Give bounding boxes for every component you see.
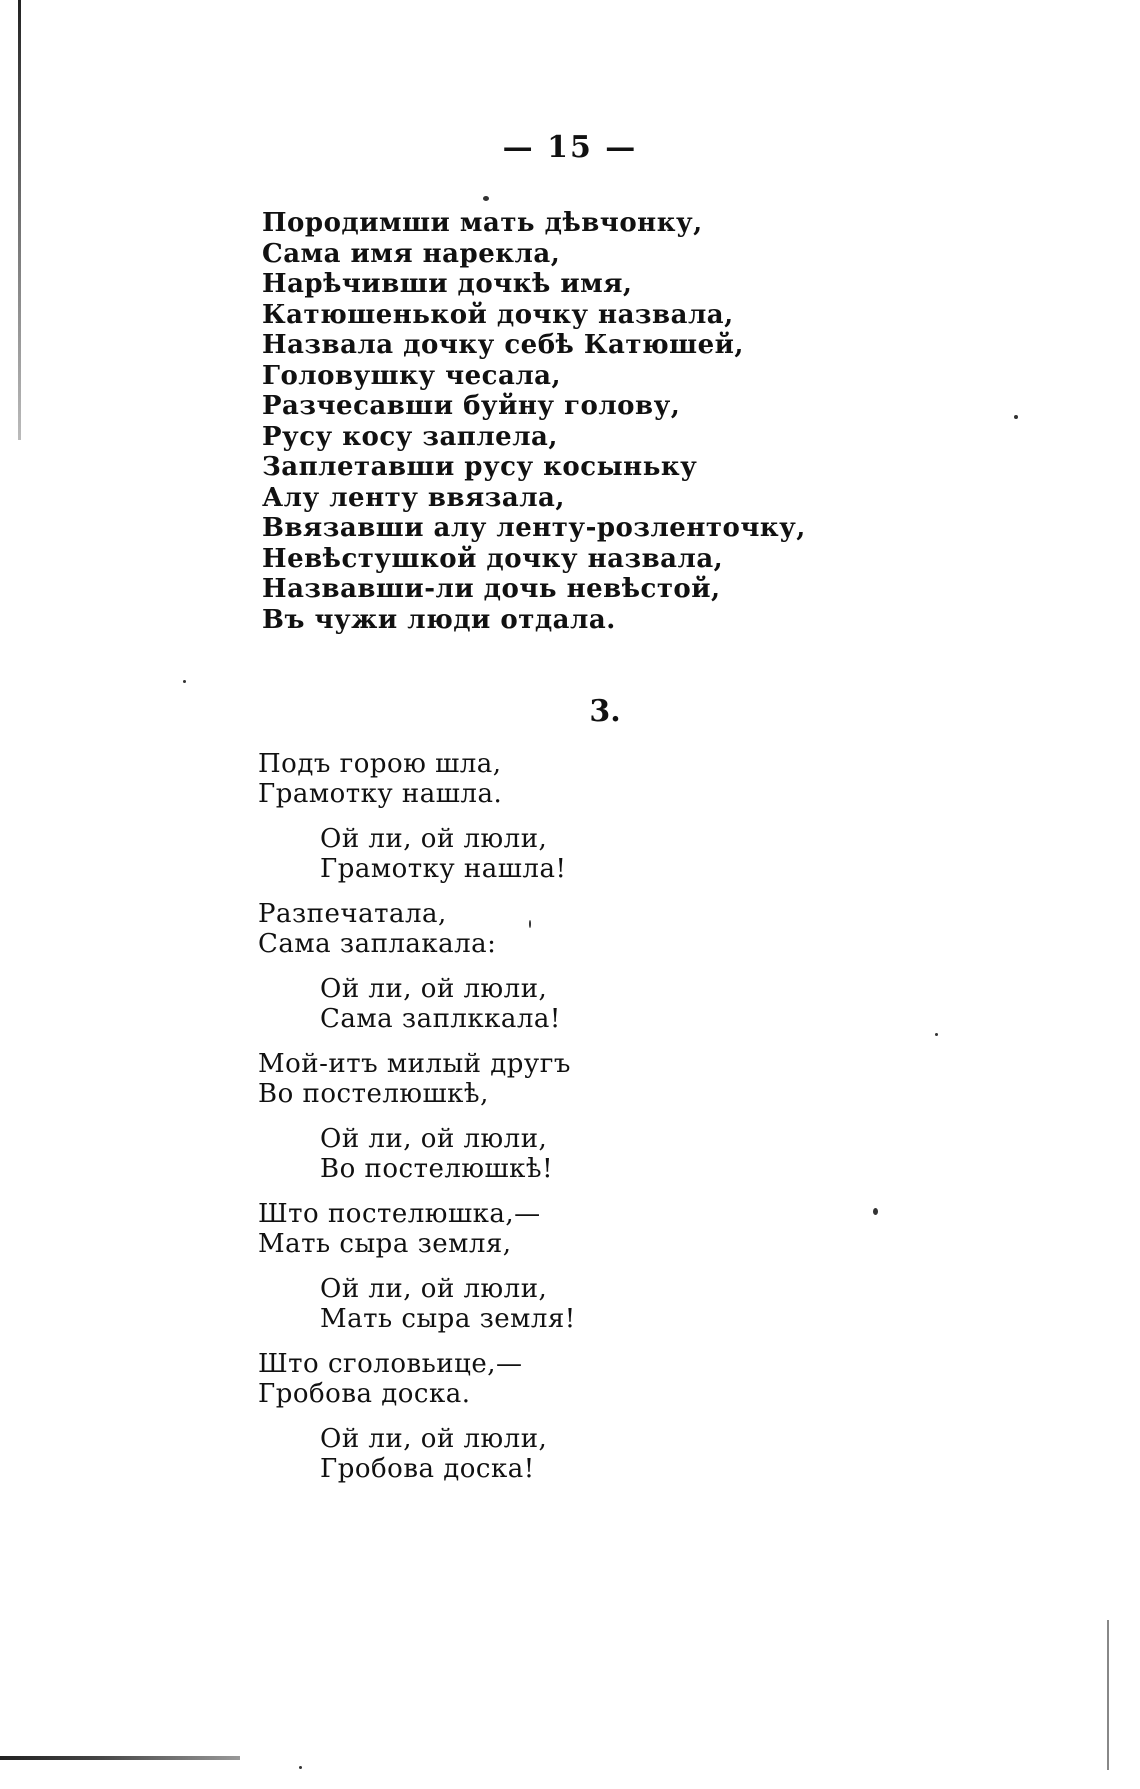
scan-speck bbox=[935, 1033, 938, 1036]
refrain-line: Ой ли, ой люли, bbox=[320, 1424, 548, 1454]
poem-line: Катюшенькой дочку назвала, bbox=[262, 299, 734, 330]
scan-edge-right bbox=[1107, 1620, 1109, 1770]
section-number: 3. bbox=[589, 694, 621, 729]
poem-line: Головушку чесала, bbox=[262, 360, 562, 391]
song-verse bbox=[258, 1200, 576, 1259]
stanza-1 bbox=[262, 208, 806, 635]
song-refrain bbox=[320, 1125, 576, 1184]
refrain-line: Грамотку нашла! bbox=[320, 853, 567, 884]
refrain-line: Ой ли, ой люли, bbox=[320, 824, 548, 854]
song-refrain bbox=[320, 1425, 576, 1484]
scan-edge-bottom bbox=[0, 1756, 240, 1760]
refrain-line: Во постелюшкѣ! bbox=[320, 1153, 554, 1184]
poem-line: Заплетавши русу косыньку bbox=[262, 452, 698, 482]
song-3 bbox=[258, 750, 576, 1500]
poem-line: Назвавши-ли дочь невѣстой, bbox=[262, 574, 721, 604]
song-refrain bbox=[320, 825, 576, 884]
scan-speck bbox=[299, 1766, 302, 1769]
verse-line: Грамотку нашла. bbox=[258, 778, 503, 809]
verse-line: Гробова доска. bbox=[258, 1378, 471, 1409]
page-number: — 15 — bbox=[502, 130, 638, 165]
scan-speck bbox=[873, 1208, 878, 1215]
verse-line: Во постелюшкѣ, bbox=[258, 1078, 489, 1109]
poem-line: Разчесавши буйну голову, bbox=[262, 391, 681, 421]
refrain-line: Сама заплккала! bbox=[320, 1003, 561, 1034]
poem-line: Ввязавши алу ленту-розленточку, bbox=[262, 513, 806, 543]
poem-line: Алу ленту ввязала, bbox=[262, 482, 565, 513]
refrain-line: Гробова доска! bbox=[320, 1453, 535, 1484]
poem-line: Русу косу заплела, bbox=[262, 421, 558, 452]
scan-speck bbox=[483, 196, 489, 201]
poem-line: Нарѣчивши дочкѣ имя, bbox=[262, 269, 633, 299]
song-verse bbox=[258, 1350, 576, 1409]
song-verse bbox=[258, 750, 576, 809]
verse-line: Мать сыра земля, bbox=[258, 1228, 512, 1259]
verse-line: Сама заплакала: bbox=[258, 928, 497, 959]
refrain-line: Мать сыра земля! bbox=[320, 1303, 576, 1334]
verse-line: Разпечатала, bbox=[258, 899, 447, 929]
verse-line: Мой-итъ милый другъ bbox=[258, 1049, 571, 1079]
poem-line: Сама имя нарекла, bbox=[262, 238, 561, 269]
song-verse bbox=[258, 1050, 576, 1109]
song-verse bbox=[258, 900, 576, 959]
scan-speck bbox=[1014, 415, 1018, 419]
refrain-line: Ой ли, ой люли, bbox=[320, 1274, 548, 1304]
poem-line: Невѣстушкой дочку назвала, bbox=[262, 543, 724, 574]
poem-line: Въ чужи люди отдала. bbox=[262, 604, 616, 635]
song-refrain bbox=[320, 975, 576, 1034]
song-refrain bbox=[320, 1275, 576, 1334]
scan-speck bbox=[183, 680, 186, 683]
verse-line: Што постелюшка,— bbox=[258, 1199, 541, 1229]
verse-line: Подъ горою шла, bbox=[258, 749, 502, 779]
refrain-line: Ой ли, ой люли, bbox=[320, 1124, 548, 1154]
verse-line: Што сголовьице,— bbox=[258, 1349, 523, 1379]
poem-line: Назвала дочку себѣ Катюшей, bbox=[262, 330, 744, 360]
poem-line: Породимши мать дѣвчонку, bbox=[262, 208, 703, 238]
refrain-line: Ой ли, ой люли, bbox=[320, 974, 548, 1004]
scan-edge-left bbox=[18, 0, 21, 440]
